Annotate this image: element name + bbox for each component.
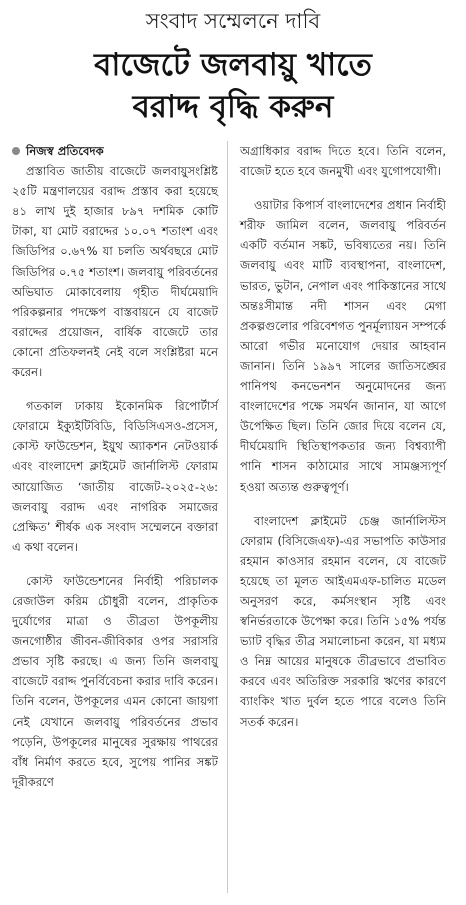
byline-text: নিজস্ব প্রতিবেদক	[26, 144, 104, 158]
paragraph: কোস্ট ফাউন্ডেশনের নির্বাহী পরিচালক রেজাউল করিম চৌধুরী বলেন, প্রাকৃতিক দুর্যোগের মাত্রা ও তীব্রতা উপকূলীয় জনগোষ্ঠীর জীবন-জীবিকার ওপর সরাসরি প্রভাব সৃষ্টি করছে। এ জন্য তিনি জলবায়ু বাজেটে বরাদ্দ পুনর্বিবেচনা করার দাবি করেন। তিনি বলেন, উপকূলের এমন কোনো জায়গা নেই যেখানে জলবায়ু পরিবর্তনের প্রভাব পড়েনি, উপকূলের মানুষের সুরক্ষায় পাথরের বাঁধ নির্মাণ করতে হবে, সুপেয় পানির সঙ্কট দূরীকরণে	[12, 573, 218, 789]
paragraph: অগ্রাধিকার বরাদ্দ দিতে হবে। তিনি বলেন, বাজেট হতে হবে জনমুখী এবং যুগোপযোগী।	[240, 144, 446, 179]
article-kicker: সংবাদ সম্মেলনে দাবি	[145, 9, 321, 33]
bullet-dot-icon	[12, 147, 20, 155]
paragraph: প্রস্তাবিত জাতীয় বাজেটে জলবায়ুসংশ্লিষ্ট ২৫টি মন্ত্রণালয়ের বরাদ্দ প্রস্তাব করা হয়েছে ৪১ লাখ দুই হাজার ৮৯৭ দশমিক কোটি টাকা, যা মোট বরাদ্দের ১০.০৭ শতাংশ এবং জিডিপির ০.৬৭% যা চলতি অর্থবছরে মোট জিডিপির ০.৭৫ শতাংশ। জলবায়ু পরিবর্তনের অভিঘাত মোকাবেলায় গৃহীত দীর্ঘমেয়াদি পরিকল্পনার পদক্ষেপ বাস্তবায়নে যে বাজেট বরাদ্দের প্রয়োজন, বার্ষিক বাজেটে তার কোনো প্রতিফলনই নেই বলে সংশ্লিষ্টরা মনে করেন।	[12, 164, 218, 380]
article-headline	[0, 44, 466, 128]
right-column	[240, 141, 446, 732]
paragraph: বাংলাদেশ ক্লাইমেট চেঞ্জ জার্নালিস্টস ফোরাম (বিসিজেএফ)-এর সভাপতি কাউসার রহমান কাওসার রহমান বলেন, যে বাজেট হয়েছে তা মূলত আইএমএফ-চালিত মডেল অনুসরণ করে, কর্মসংস্থান সৃষ্টি এবং স্বনির্ভরতাকে উপেক্ষা করে। তিনি ১৫% পর্যন্ত ভ্যাট বৃদ্ধির তীব্র সমালোচনা করেন, যা মধ্যম ও নিম্ন আয়ের মানুষকে তীব্রভাবে প্রভাবিত করবে এবং অতিরিক্ত সরকারি ঋণের কারণে ব্যাংকিং খাত দুর্বল হতে পারে বলেও তিনি সতর্ক করেন।	[240, 513, 446, 729]
paragraph: গতকাল ঢাকায় ইকোনমিক রিপোর্টার্স ফোরামে ইক্যুইটিবিডি, বিডিসিএসও-প্রসেস, কোস্ট ফাউন্ডেশন, ইয়ুথ অ্যাকশন নেটওয়ার্ক এবং বাংলাদেশ ক্লাইমেট জার্নালিস্ট ফোরাম আয়োজিত ‘জাতীয় বাজেট-২০২৫-২৬: জলবায়ু বরাদ্দ এবং নাগরিক সমাজের প্রেক্ষিত’ শীর্ষক এক সংবাদ সম্মেলনে বক্তারা এ কথা বলেন।	[12, 399, 218, 554]
byline	[12, 141, 218, 161]
headline-line-2: বরাদ্দ বৃদ্ধি করুন	[132, 89, 334, 125]
left-column	[12, 141, 218, 792]
paragraph: ওয়াটার কিপার্স বাংলাদেশের প্রধান নির্বাহী শরীফ জামিল বলেন, জলবায়ু পরিবর্তন একটি বর্তমান সঙ্কট, ভবিষ্যতের নয়। তিনি জলবায়ু এবং মাটি ব্যবস্থাপনা, বাংলাদেশ, ভারত, ভুটান, নেপাল এবং পাকিস্তানের সাথে অন্তঃসীমান্ত নদী শাসন এবং মেগা প্রকল্পগুলোর পরিবেশগত পুনর্মূল্যায়ন সম্পর্কে আরো গভীর মনোযোগ দেয়ার আহবান জানান। তিনি ১৯৯৭ সালের জাতিসঙ্ঘের পানিপথ কনভেনশন অনুমোদনের জন্য বাংলাদেশের পক্ষে সমর্থন জানান, যা আগে উপেক্ষিত ছিল। তিনি জোর দিয়ে বলেন যে, দীর্ঘমেয়াদি স্থিতিস্থাপকতার জন্য বিশ্বব্যাপী পানি শাসন কাঠামোর সাথে সামঞ্জস্যপূর্ণ হওয়া অত্যন্ত গুরুত্বপূর্ণ।	[240, 198, 446, 494]
headline-line-1: বাজেটে জলবায়ু খাতে	[94, 47, 372, 83]
column-divider	[227, 141, 228, 893]
